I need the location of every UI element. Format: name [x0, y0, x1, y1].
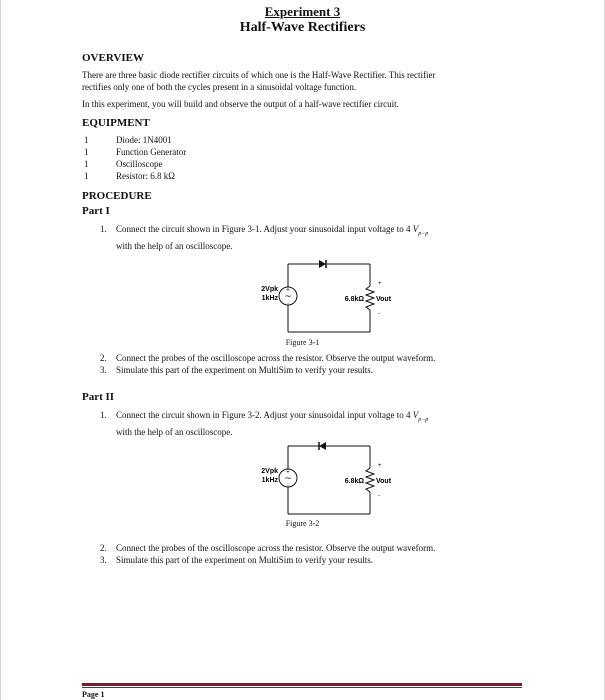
part-2-step-2 [100, 542, 540, 554]
step-text-continued: with the help of an oscilloscope. [116, 426, 233, 437]
equipment-qty: 1 [84, 171, 89, 181]
step-text [116, 223, 536, 252]
step-number: 1. [100, 224, 107, 234]
vout-label: Vout [376, 296, 392, 303]
equipment-name: Resistor: 6.8 kΩ [116, 171, 175, 181]
source-amplitude-label: 2Vpk [261, 286, 278, 293]
vout-plus: + [378, 463, 382, 469]
source-amplitude-label: 2Vpk [261, 468, 278, 475]
overview-heading: OVERVIEW [82, 52, 144, 64]
source-wave-glyph: ~ [284, 474, 292, 484]
source-plus: + [285, 469, 291, 475]
procedure-heading: PROCEDURE [82, 190, 152, 202]
figure-3-2-caption: Figure 3-2 [285, 519, 320, 528]
voltage-symbol: V [412, 224, 419, 234]
figure-3-2-circuit [200, 434, 420, 524]
footer-rule [82, 683, 522, 686]
document-title: Half-Wave Rectifiers [239, 20, 366, 35]
equipment-qty: 1 [84, 159, 89, 169]
voltage-subscript: p−p [418, 230, 429, 237]
vout-label: Vout [376, 478, 392, 485]
step-number: 1. [100, 410, 107, 420]
overview-line-3: In this experiment, you will build and observe the output of a half-wave rectifier circuit. [82, 99, 399, 109]
source-frequency-label: 1kHz [261, 477, 278, 484]
source-wave-glyph: ~ [284, 292, 292, 302]
step-text: Simulate this part of the experiment on MultiSim to verify your results. [116, 365, 373, 375]
source-plus: + [285, 287, 291, 293]
page-border-left [0, 0, 1, 700]
resistor-label: 6.8kΩ [344, 478, 364, 485]
figure-3-1-circuit [200, 252, 420, 342]
part-1-step-3 [100, 364, 540, 376]
step-text: Connect the probes of the oscilloscope across the resistor. Observe the output waveform. [116, 353, 436, 363]
part-2-step-1 [100, 409, 540, 435]
equipment-name: Oscilloscope [116, 159, 163, 169]
experiment-number: Experiment 3 [264, 4, 341, 19]
step-number: 2. [100, 543, 107, 553]
step-number: 2. [100, 353, 107, 363]
part-2-heading: Part II [82, 391, 115, 403]
step-text-main: Connect the circuit shown in Figure 3-1. Adjust your sinusoidal input voltage to 4 [116, 224, 413, 234]
vout-minus: - [378, 311, 380, 317]
part-1-heading: Part I [82, 205, 110, 217]
source-frequency-label: 1kHz [261, 295, 278, 302]
step-text: Connect the probes of the oscilloscope across the resistor. Observe the output waveform. [116, 543, 436, 553]
page-number: Page 1 [82, 690, 105, 699]
step-number: 3. [100, 555, 107, 565]
overview-line-2: rectifies only one of both the cycles present in a sinusoidal voltage function. [82, 82, 357, 92]
overview-line-1: There are three basic diode rectifier circuits of which one is the Half-Wave Rectifier. This rectifier [82, 70, 436, 80]
resistor-icon [366, 468, 374, 492]
source-minus: - [287, 301, 289, 307]
vout-minus: - [378, 493, 380, 499]
part-1-step-1 [100, 223, 540, 249]
equipment-heading: EQUIPMENT [82, 117, 150, 129]
voltage-subscript: p−p [418, 416, 429, 423]
diode-icon [319, 260, 326, 268]
part-1-step-2 [100, 352, 540, 364]
voltage-symbol: V [412, 410, 419, 420]
step-text-continued: with the help of an oscilloscope. [116, 240, 233, 251]
source-minus: - [287, 483, 289, 489]
step-text-main: Connect the circuit shown in Figure 3-2. Adjust your sinusoidal input voltage to 4 [116, 410, 413, 420]
step-text: Simulate this part of the experiment on MultiSim to verify your results. [116, 555, 373, 565]
step-number: 3. [100, 365, 107, 375]
resistor-icon [366, 286, 374, 310]
footer-rule-thin [82, 687, 522, 688]
part-2-step-3 [100, 554, 540, 566]
resistor-label: 6.8kΩ [344, 296, 364, 303]
figure-3-1-caption: Figure 3-1 [285, 338, 320, 347]
diode-reversed-icon [319, 442, 326, 450]
equipment-qty: 1 [84, 147, 89, 157]
vout-plus: + [378, 281, 382, 287]
equipment-name: Function Generator [116, 147, 187, 157]
equipment-qty: 1 [84, 135, 89, 145]
equipment-name: Diode: 1N4001 [116, 135, 172, 145]
